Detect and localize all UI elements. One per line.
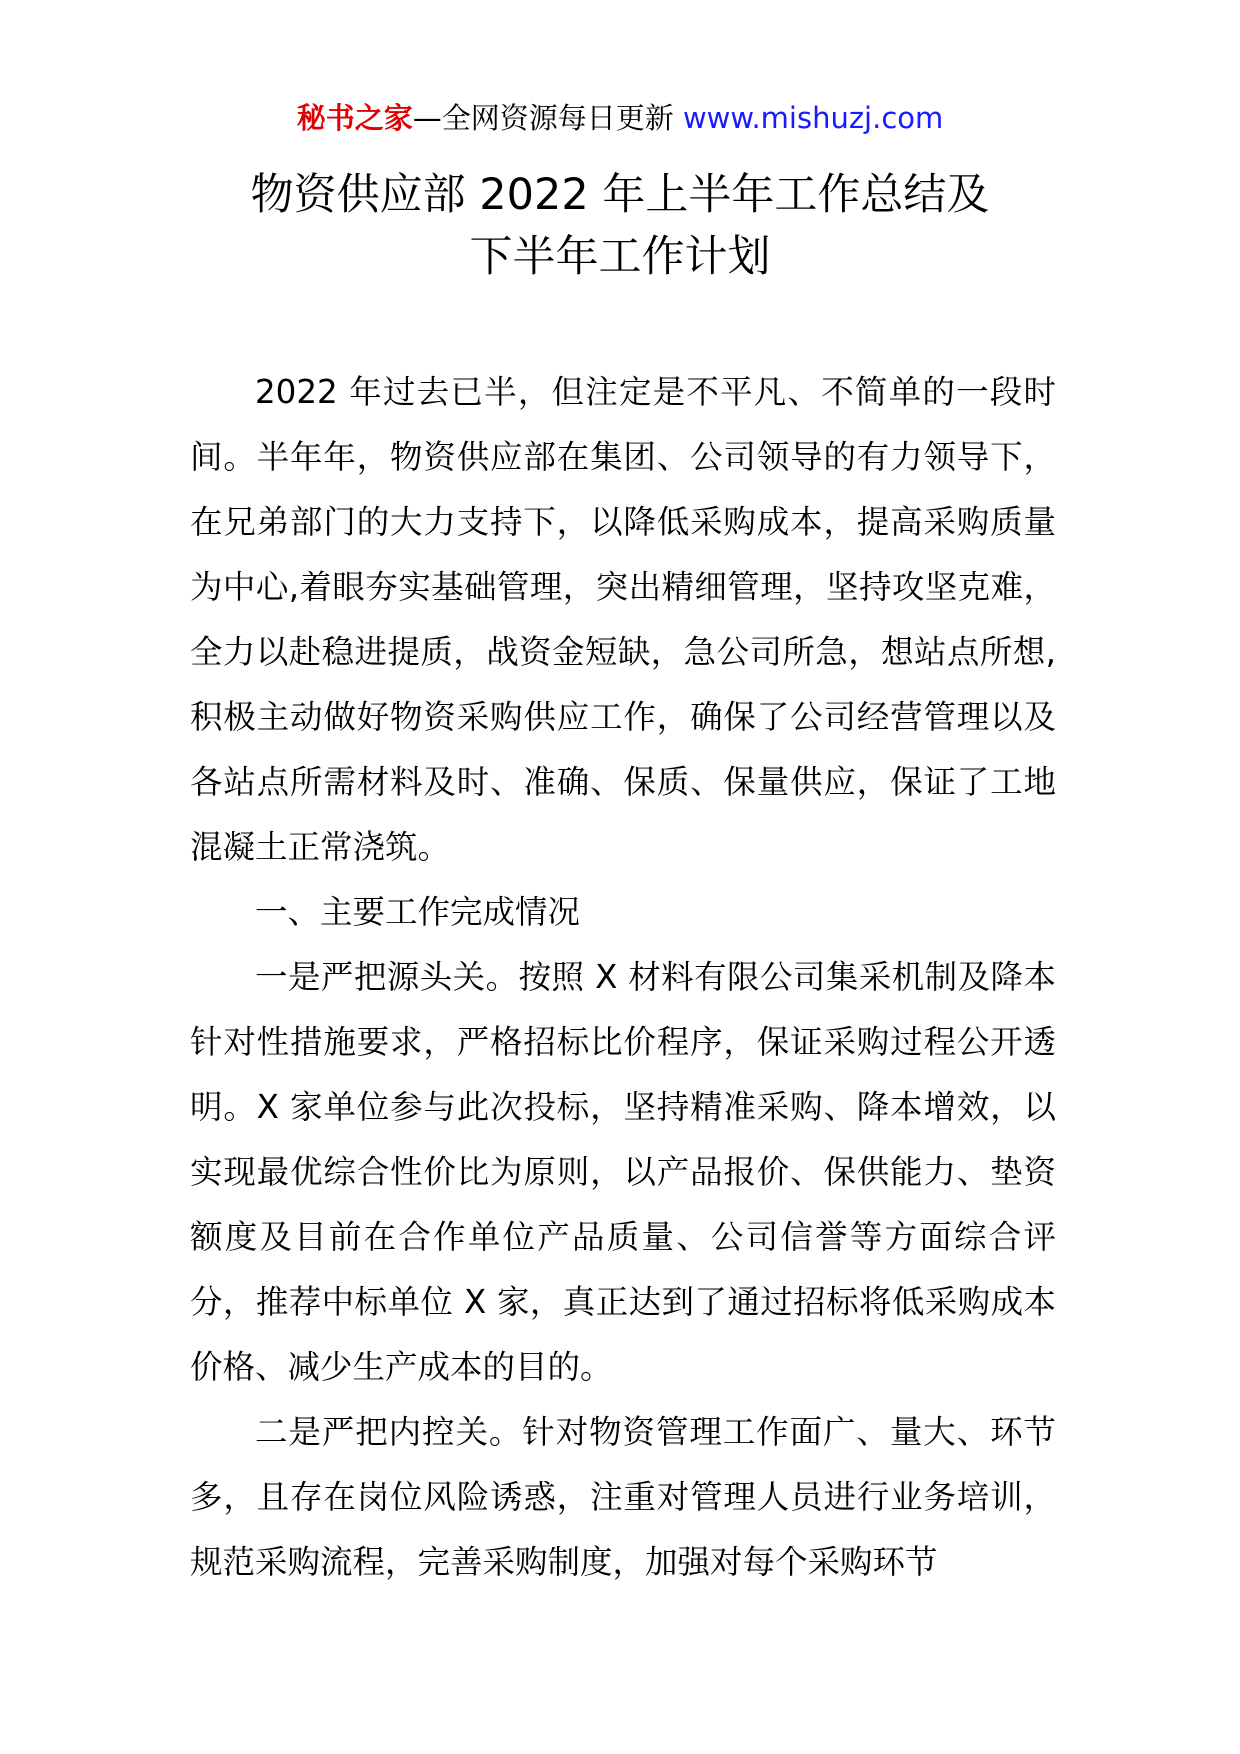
brand-name: 秘书之家	[296, 101, 413, 135]
title-line-1: 物资供应部 2022 年上半年工作总结及	[250, 170, 990, 220]
document-title	[0, 164, 1240, 288]
paragraph-intro: 2022 年过去已半，但注定是不平凡、不简单的一段时间。半年年，物资供应部在集团、公司领导的有力领导下，在兄弟部门的大力支持下，以降低采购成本，提高采购质量为中心,着眼夯实基础管理，突出精细管理，坚持攻坚克难，全力以赴稳进提质，战资金短缺，急公司所急，想站点所想,积极主动做好物资采购供应工作，确保了公司经营管理以及各站点所需材料及时、准确、保质、保量供应，保证了工地混凝土正常浇筑。	[190, 373, 1056, 866]
site-header	[0, 98, 1240, 138]
paragraph-source-control: 一是严把源头关。按照 X 材料有限公司集采机制及降本针对性措施要求，严格招标比价程序，保证采购过程公开透明。X 家单位参与此次投标，坚持精准采购、降本增效，以实现最优综合性价比为原则，以产品报价、保供能力、垫资额度及目前在合作单位产品质量、公司信誉等方面综合评分，推荐中标单位 X 家，真正达到了通过招标将低采购成本价格、减少生产成本的目的。	[190, 958, 1056, 1386]
site-url-link[interactable]: www.mishuzj.com	[682, 101, 944, 135]
title-line-2: 下半年工作计划	[469, 232, 771, 282]
document-body	[190, 360, 1056, 1595]
section-heading-1: 一、主要工作完成情况	[255, 893, 581, 931]
site-slogan: —全网资源每日更新	[412, 101, 674, 135]
paragraph-internal-control: 二是严把内控关。针对物资管理工作面广、量大、环节多，且存在岗位风险诱惑，注重对管理人员进行业务培训，规范采购流程，完善采购制度，加强对每个采购环节	[190, 1413, 1056, 1581]
